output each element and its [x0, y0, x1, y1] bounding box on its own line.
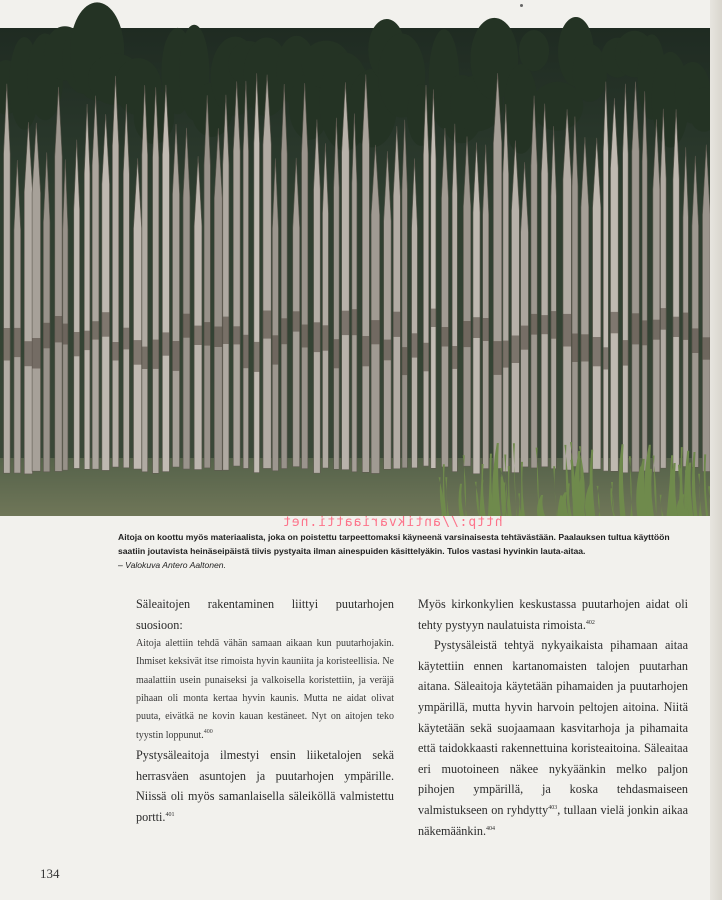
pole-dark-band	[272, 335, 278, 364]
pole-dark-band	[473, 317, 480, 338]
pole-dark-band	[254, 342, 260, 372]
pole-dark-band	[243, 335, 248, 368]
fence-pole	[63, 159, 68, 470]
pole-dark-band	[153, 340, 159, 369]
fence-pole	[683, 147, 688, 466]
pole-dark-band	[4, 328, 11, 361]
pole-dark-band	[642, 320, 647, 345]
pole-dark-band	[611, 312, 619, 333]
fence-pole	[173, 124, 180, 467]
pole-dark-band	[623, 340, 629, 366]
fence-pole	[551, 126, 556, 469]
fence-pole	[581, 137, 589, 473]
pole-dark-band	[302, 325, 308, 348]
pole-dark-band	[493, 341, 501, 375]
pole-dark-band	[442, 327, 449, 347]
fence-pole	[233, 81, 240, 466]
pole-dark-band	[483, 318, 489, 341]
fence-pole	[32, 123, 40, 471]
footnote-ref[interactable]: 401	[165, 811, 175, 818]
fence-pole	[43, 152, 50, 471]
photo-credit: – Valokuva Antero Aaltonen.	[118, 560, 226, 570]
fence-pole	[92, 96, 99, 470]
pole-dark-band	[661, 308, 667, 330]
pole-dark-band	[92, 321, 99, 339]
fence-pole	[342, 82, 350, 469]
fence-pole	[673, 109, 679, 471]
pole-dark-band	[314, 322, 321, 352]
fence-pole	[162, 85, 169, 472]
pole-dark-band	[342, 311, 350, 335]
fence-pole	[14, 160, 21, 473]
photo-caption	[118, 530, 698, 572]
block-quote: Aitoja alettiin tehdä vähän samaan aikaan kun puutarhojakin. Ihmiset keksivät itse rimoista hyvin kauniita ja koristeellisia. Ne maalattiin usein punaiseksi ja valkoisella koristettiin, ja veräjä pihaan oli monta kertaa hyvin kaunis. Mutta ne aidat olivat puuta, eivätkä ne kovin kauan kestäneet. Nyt on aitojen teko tyystin loppunut.$^{400}$	[136, 638, 394, 741]
fence-pole	[102, 114, 110, 470]
fence-pole	[653, 119, 660, 472]
pole-dark-band	[402, 347, 407, 375]
pole-dark-band	[563, 314, 571, 347]
pole-dark-band	[334, 339, 339, 368]
fence-pole	[334, 118, 339, 470]
fence-pole	[423, 85, 428, 466]
watermark: http://antikvariaatti.net	[282, 515, 503, 530]
fence-pole	[134, 158, 142, 469]
fence-pole	[632, 82, 639, 472]
pole-dark-band	[503, 341, 509, 368]
fence-pole	[214, 128, 222, 470]
pole-dark-band	[452, 346, 457, 369]
fence-pole	[531, 96, 537, 468]
pole-dark-band	[531, 314, 537, 335]
fence-pole	[593, 138, 601, 469]
pole-dark-band	[134, 340, 142, 365]
pole-dark-band	[14, 328, 21, 357]
fence-pole	[463, 136, 470, 466]
fence-pole	[263, 75, 271, 469]
body-paragraph: Myös kirkonkylien keskustassa puutarhojen aidat oli tehty pystyyn naulatuista rimoista.$^{402}$	[418, 597, 688, 632]
pole-dark-band	[431, 309, 436, 327]
page-edge	[710, 0, 722, 900]
fence-pole	[642, 91, 647, 471]
pole-dark-band	[352, 309, 357, 335]
fence-pole	[84, 104, 90, 469]
fence-pole	[623, 84, 628, 473]
fence-pole	[703, 145, 711, 472]
fence-pole	[142, 85, 148, 472]
pole-dark-band	[463, 321, 470, 347]
fence-pole	[521, 162, 529, 467]
pole-dark-band	[293, 311, 300, 331]
pole-dark-band	[423, 343, 428, 372]
fence-pole	[661, 109, 667, 468]
fence-pole	[123, 104, 129, 468]
fence-pole	[153, 87, 159, 473]
pole-dark-band	[142, 347, 148, 369]
fence-pole	[541, 104, 548, 467]
pole-dark-band	[653, 320, 660, 340]
fence-pole	[362, 75, 369, 473]
fence-pole	[483, 145, 489, 469]
pole-dark-band	[214, 327, 222, 348]
fence-pole	[512, 141, 520, 473]
fence-pole	[442, 128, 449, 467]
pole-dark-band	[183, 314, 190, 338]
pole-dark-band	[281, 318, 287, 344]
pole-dark-band	[102, 312, 110, 337]
page-speck	[520, 4, 523, 7]
fence-pole	[223, 95, 229, 470]
fence-pole	[412, 158, 418, 468]
pole-dark-band	[632, 313, 639, 344]
fence-pole	[603, 82, 608, 471]
fence-pole	[314, 120, 321, 474]
left-column	[136, 594, 394, 827]
fence-pole	[24, 122, 32, 474]
pole-dark-band	[512, 336, 520, 364]
pole-dark-band	[123, 328, 129, 350]
fence-pole	[393, 126, 400, 469]
pole-dark-band	[362, 336, 369, 366]
pole-dark-band	[603, 347, 608, 369]
fence-pole	[112, 76, 118, 467]
pole-dark-band	[692, 328, 699, 353]
fence-pole	[243, 81, 248, 469]
pole-dark-band	[683, 313, 688, 340]
fence-pole	[352, 114, 357, 472]
body-paragraph: Pystysäleaitoja ilmestyi ensin liiketalojen sekä herrasväen asuntojen ja puutarhojen ympärille. Niissä oli myös samanlaisella säleiköllä valmistettu portti.$^{401}$	[136, 747, 394, 824]
pole-dark-band	[521, 326, 529, 350]
footnote-ref[interactable]: 402	[585, 619, 595, 626]
fence-pole	[183, 128, 190, 469]
pole-dark-band	[323, 325, 329, 350]
pole-dark-band	[84, 331, 90, 350]
fence-pole	[272, 158, 278, 470]
caption-text: Aitoja on koottu myös materiaalista, joka on poistettu tarpeettomaksi käyneenä varsinaisesta tehtävästään. Paalauksen tultua käyttöön saatiin joutavista heinäseipäistä tiivis pystyaita ilman ainespuiden käsittelyäkin. Tulos vastasi hyvinkin lauta-aitaa.	[118, 532, 670, 556]
fence-pole	[204, 95, 210, 468]
fence-pole	[503, 104, 509, 472]
fence-pole	[194, 156, 202, 469]
page-number: 134	[40, 866, 60, 881]
footnote-ref[interactable]: 404	[486, 825, 496, 832]
pole-dark-band	[572, 334, 578, 363]
pole-dark-band	[204, 322, 210, 346]
fence-pole	[473, 142, 480, 473]
fence-pole	[323, 143, 329, 468]
pole-dark-band	[393, 312, 400, 337]
pole-dark-band	[233, 326, 240, 344]
pole-dark-band	[32, 338, 40, 369]
pole-dark-band	[55, 316, 62, 342]
pole-dark-band	[24, 341, 32, 366]
pole-dark-band	[581, 334, 589, 361]
pole-dark-band	[551, 311, 556, 339]
pole-dark-band	[112, 342, 118, 361]
footnote-ref[interactable]: 400	[203, 728, 213, 735]
fence-pole	[302, 83, 308, 469]
fence-pole	[431, 89, 436, 468]
fence-pole	[402, 120, 407, 468]
pole-dark-band	[412, 333, 418, 357]
fence-pole	[611, 98, 619, 471]
pole-dark-band	[74, 332, 80, 356]
fence-pole	[384, 151, 391, 469]
fence-pole	[254, 73, 260, 472]
pole-dark-band	[162, 332, 169, 355]
pole-dark-band	[263, 311, 271, 339]
fence-pole	[281, 84, 287, 469]
fence-pole	[55, 87, 62, 472]
fence-pole	[493, 73, 501, 468]
fence-pole	[74, 140, 80, 469]
pole-dark-band	[43, 323, 50, 349]
intro-paragraph: Säleaitojen rakentaminen liittyi puutarhojen suosioon:	[136, 597, 394, 632]
footnote-ref[interactable]: 403	[548, 804, 558, 811]
pole-dark-band	[223, 317, 229, 344]
pole-dark-band	[173, 341, 180, 371]
pole-dark-band	[194, 326, 202, 345]
pole-dark-band	[384, 340, 391, 361]
fence-pole	[371, 145, 379, 474]
fence-pole	[4, 84, 11, 473]
tree-foliage	[519, 30, 549, 71]
fence-photo	[0, 28, 722, 530]
pole-dark-band	[63, 324, 68, 345]
body-paragraph: Pystysäleistä tehtyä nykyaikaista pihamaan aitaa käytettiin ennen kartanomaisten talojen puutarhan aitana. Säleaitoja käytetään pihamaiden ja puutarhojen ympärillä, mutta hyvin harvoin peltojen aitoina. Niitä käytetään sekä suojaamaan kasvitarhoja ja pihamaita että taidokkaasti rakennettuina koristeaitoina. Säleaitaa eri muotoineen näkee nykyäänkin melko paljon pihojen ympärillä, ja koska tehdasmaiseen valmistukseen on ryhdytty$^{403}$, tullaan vielä jonkin aikaa näkemäänkin.$^{404}$	[418, 638, 688, 838]
fence-pole	[572, 117, 578, 467]
fence-pole	[563, 109, 571, 470]
pole-dark-band	[541, 315, 548, 334]
fence-illustration	[0, 28, 722, 516]
fence-pole	[692, 156, 699, 467]
right-column	[418, 594, 688, 841]
fence-pole	[452, 124, 457, 472]
pole-dark-band	[593, 337, 601, 366]
pole-dark-band	[673, 317, 679, 337]
pole-dark-band	[371, 320, 379, 344]
